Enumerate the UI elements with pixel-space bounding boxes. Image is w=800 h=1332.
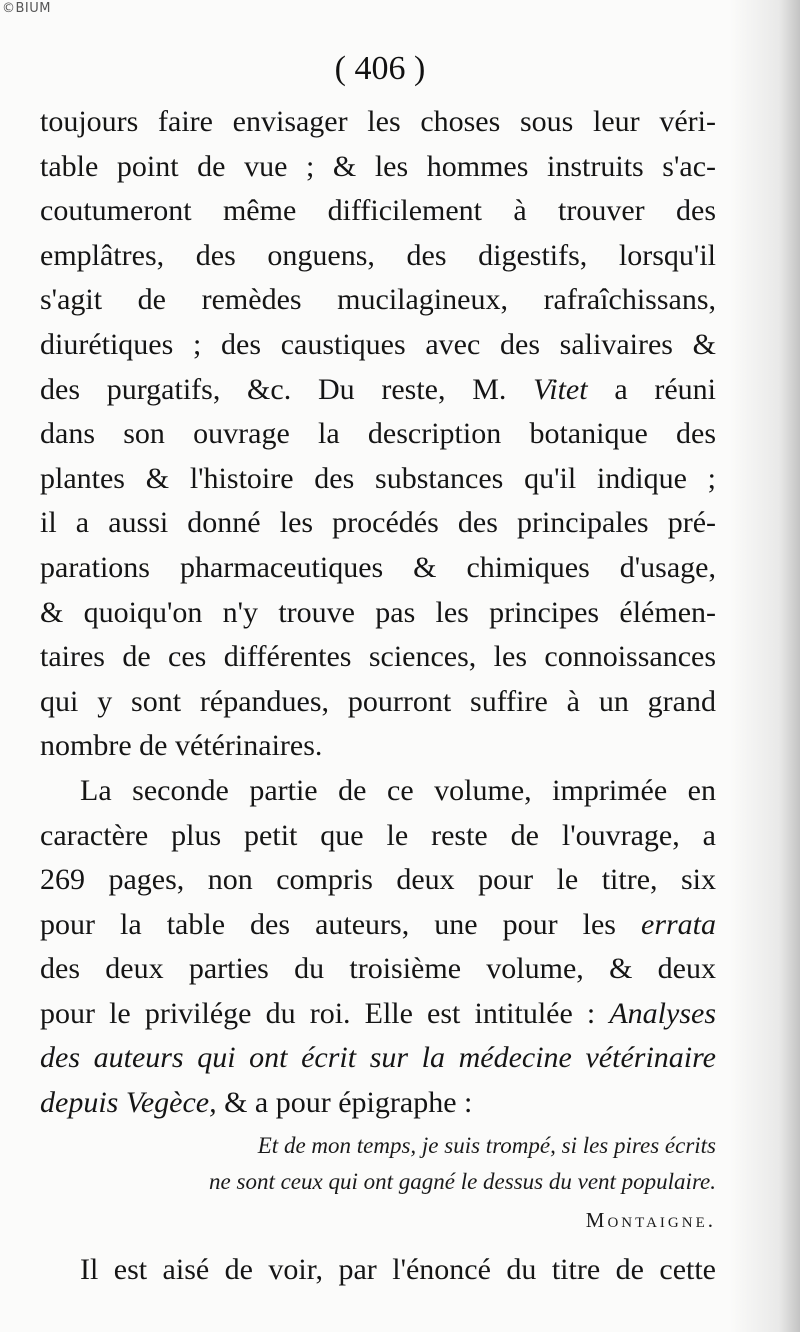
text-line: taires de ces différentes sciences, les connoissances (40, 640, 716, 674)
text-line: dans son ouvrage la description botanique des (40, 417, 716, 451)
page-edge-shadow (730, 0, 800, 1332)
watermark: ©BIUM (2, 1, 51, 16)
text-line-errata (40, 903, 716, 948)
text-line: nombre de vétérinaires. (40, 729, 323, 763)
text-line: diurétiques ; des caustiques avec des salivaires & (40, 327, 716, 361)
paragraph-3-first-line: Il est aisé de voir, par l'énoncé du titre de cette (80, 1253, 716, 1286)
text-line: La seconde partie de ce volume, imprimée en (80, 773, 716, 807)
text-segment: pour la table des auteurs, une pour les (40, 907, 616, 941)
epigraph-author: Montaigne. (585, 1208, 716, 1232)
text-line: plantes & l'histoire des substances qu'il indique ; (40, 461, 716, 495)
text-line-vitet (40, 368, 716, 413)
paragraph-1 (40, 100, 716, 1126)
page-number: ( 406 ) (334, 50, 426, 87)
text-segment: des purgatifs, &c. Du reste, M. (40, 372, 507, 406)
text-line: coutumeront même difficilement à trouver des (40, 194, 716, 228)
text-line: parations pharmaceutiques & chimiques d'usage, (40, 550, 716, 584)
book-title-end: depuis Vegèce, (40, 1086, 217, 1120)
text-segment: pour le privilége du roi. Elle est intitulée : (40, 996, 596, 1030)
book-title-line: des auteurs qui ont écrit sur la médecine vétérinaire (40, 1041, 716, 1075)
text-line-epigraph-intro (40, 1081, 716, 1126)
author-name-vitet: Vitet (533, 372, 588, 406)
text-line: s'agit de remèdes mucilagineux, rafraîchissans, (40, 283, 716, 317)
text-line: caractère plus petit que le reste de l'ouvrage, a (40, 818, 716, 852)
epigraph-line: ne sont ceux qui ont gagné le dessus du vent populaire. (209, 1169, 716, 1194)
text-line: toujours faire envisager les choses sous leur véri- (40, 105, 716, 138)
text-line: 269 pages, non compris deux pour le titre, six (40, 863, 716, 897)
text-line: emplâtres, des onguens, des digestifs, lorsqu'il (40, 238, 716, 272)
text-line: des deux parties du troisième volume, & deux (40, 952, 716, 986)
epigraph-line: Et de mon temps, je suis trompé, si les pires écrits (257, 1133, 716, 1158)
errata-word: errata (641, 907, 716, 941)
text-line: table point de vue ; & les hommes instruits s'ac- (40, 149, 716, 183)
text-line: qui y sont répandues, pourront suffire à un grand (40, 684, 716, 718)
text-line-title (40, 992, 716, 1037)
book-title-start: Analyses (609, 996, 716, 1030)
epigraph (120, 1128, 716, 1240)
text-line: il a aussi donné les procédés des principales pré- (40, 506, 716, 540)
text-segment: & a pour épigraphe : (216, 1086, 473, 1120)
text-segment: a réuni (587, 372, 717, 406)
text-line: & quoiqu'on n'y trouve pas les principes élémen- (40, 595, 716, 629)
